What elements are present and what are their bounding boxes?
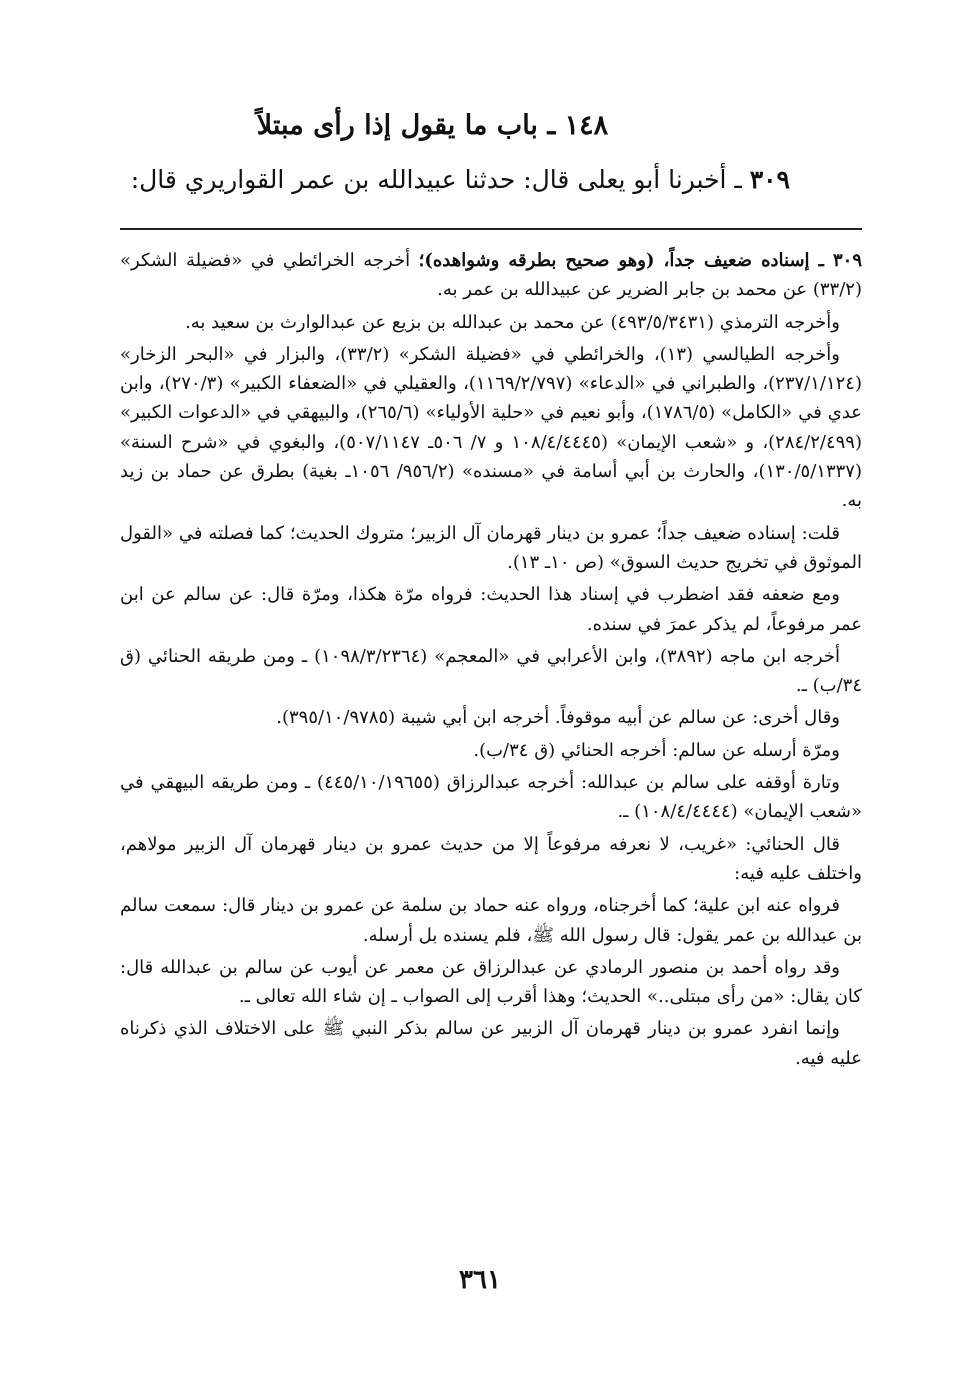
footnote-paragraph: أخرجه ابن ماجه (٣٨٩٢)، وابن الأعرابي في «المعجم» (١٠٩٨/٣/٢٣٦٤) ـ ومن طريقه الحنائي (ق ٣٤/ب) ـ. — [120, 645, 862, 697]
footnote-heading: ٣٠٩ ـ إسناده ضعيف جداً، (وهو صحيح بطرقه وشواهده)؛ — [418, 250, 862, 271]
hadith-number: ٣٠٩ — [749, 165, 790, 194]
footnote-paragraph: وقد رواه أحمد بن منصور الرمادي عن عبدالرزاق عن معمر عن أيوب عن سالم بن عبدالله قال: كان يقال: «من رأى مبتلى..» الحديث؛ وهذا أقرب إلى الصواب ـ إن شاء الله تعالى ـ. — [120, 956, 862, 1008]
page-number: ٣٦١ — [459, 1265, 501, 1295]
footnote-paragraph: وأخرجه الطيالسي (١٣)، والخرائطي في «فضيلة الشكر» (٣٣/٢)، والبزار في «البحر الزخار» (٢٣٧/١/١٢٤)، والطبراني في «الدعاء» (١١٦٩/٢/٧٩٧)، والعقيلي في «الضعفاء الكبير» (٢٧٠/٣)، وابن عدي في «الكامل» (١٧٨٦/٥)، وأبو نعيم في «حلية الأولياء» (٢٦٥/٦)، والبيهقي في «الدعوات الكبير» (٢٨٤/٢/٤٩٩)، و «شعب الإيمان» (١٠٨/٤/٤٤٤٥ و ٧/ ٥٠٦ـ ٥٠٧/١١٤٧)، والبغوي في «شرح السنة» (١٣٠/٥/١٣٣٧)، والحارث بن أبي أسامة في «مسنده» (٩٥٦/٢/ ١٠٥٦ـ بغية) بطرق عن حماد بن زيد به. — [120, 343, 863, 512]
footnote-paragraph: وتارة أوقفه على سالم بن عبدالله: أخرجه عبدالرزاق (٤٤٥/١٠/١٩٦٥٥) ـ ومن طريقه البيهقي في «شعب الإيمان» (١٠٨/٤/٤٤٤٤) ـ. — [120, 772, 862, 823]
footnote-paragraph: فرواه عنه ابن علية؛ كما أخرجناه، ورواه عنه حماد بن سلمة عن عمرو بن دينار قال: سمعت سالم بن عبدالله بن عمر يقول: قال رسول الله ﷺ، فلم يسنده بل أرسله. — [120, 895, 862, 946]
hadith-text — [110, 160, 790, 200]
footnotes — [120, 246, 862, 1076]
footnote-paragraph: قال الحنائي: «غريب، لا نعرفه مرفوعاً إلا من حديث عمرو بن دينار قهرمان آل الزبير مولاهم، واختلف عليه فيه: — [120, 833, 862, 884]
footnote-paragraph: قلت: إسناده ضعيف جداً؛ عمرو بن دينار قهرمان آل الزبير؛ متروك الحديث؛ كما فصلته في «القول الموثوق في تخريج حديث السوق» (ص ١٠ـ ١٣). — [120, 522, 862, 573]
footnote-paragraph: ومع ضعفه فقد اضطرب في إسناد هذا الحديث: فرواه مرّة هكذا، ومرّة قال: عن سالم عن ابن عمر مرفوعاً، لم يذكر عمرَ في سنده. — [120, 584, 862, 635]
footnote-paragraph: ٣٠٩ ـ إسناده ضعيف جداً، (وهو صحيح بطرقه وشواهده)؛ أخرجه الخرائطي في «فضيلة الشكر» (٣٣/٢) عن محمد بن جابر الضرير عن عبيدالله بن عمر به. — [120, 250, 862, 301]
footnote-paragraph: وأخرجه الترمذي (٤٩٣/٥/٣٤٣١) عن محمد بن عبدالله بن بزيع عن عبدالوارث بن سعيد به. — [185, 311, 840, 333]
chapter-title: ١٤٨ ـ باب ما يقول إذا رأى مبتلاً — [256, 110, 609, 141]
footnote-paragraph: ومرّة أرسله عن سالم: أخرجه الحنائي (ق ٣٤/ب). — [473, 739, 840, 761]
footnote-divider — [120, 228, 862, 230]
footnote-paragraph: وقال أخرى: عن سالم عن أبيه موقوفاً. أخرجه ابن أبي شيبة (٣٩٥/١٠/٩٧٨٥). — [276, 707, 840, 729]
footnote-paragraph: وإنما انفرد عمرو بن دينار قهرمان آل الزبير عن سالم بذكر النبي ﷺ على الاختلاف الذي ذكرناه عليه فيه. — [120, 1018, 862, 1069]
hadith-isnad: ـ أخبرنا أبو يعلى قال: حدثنا عبيدالله بن عمر القواريري قال: — [130, 165, 750, 194]
